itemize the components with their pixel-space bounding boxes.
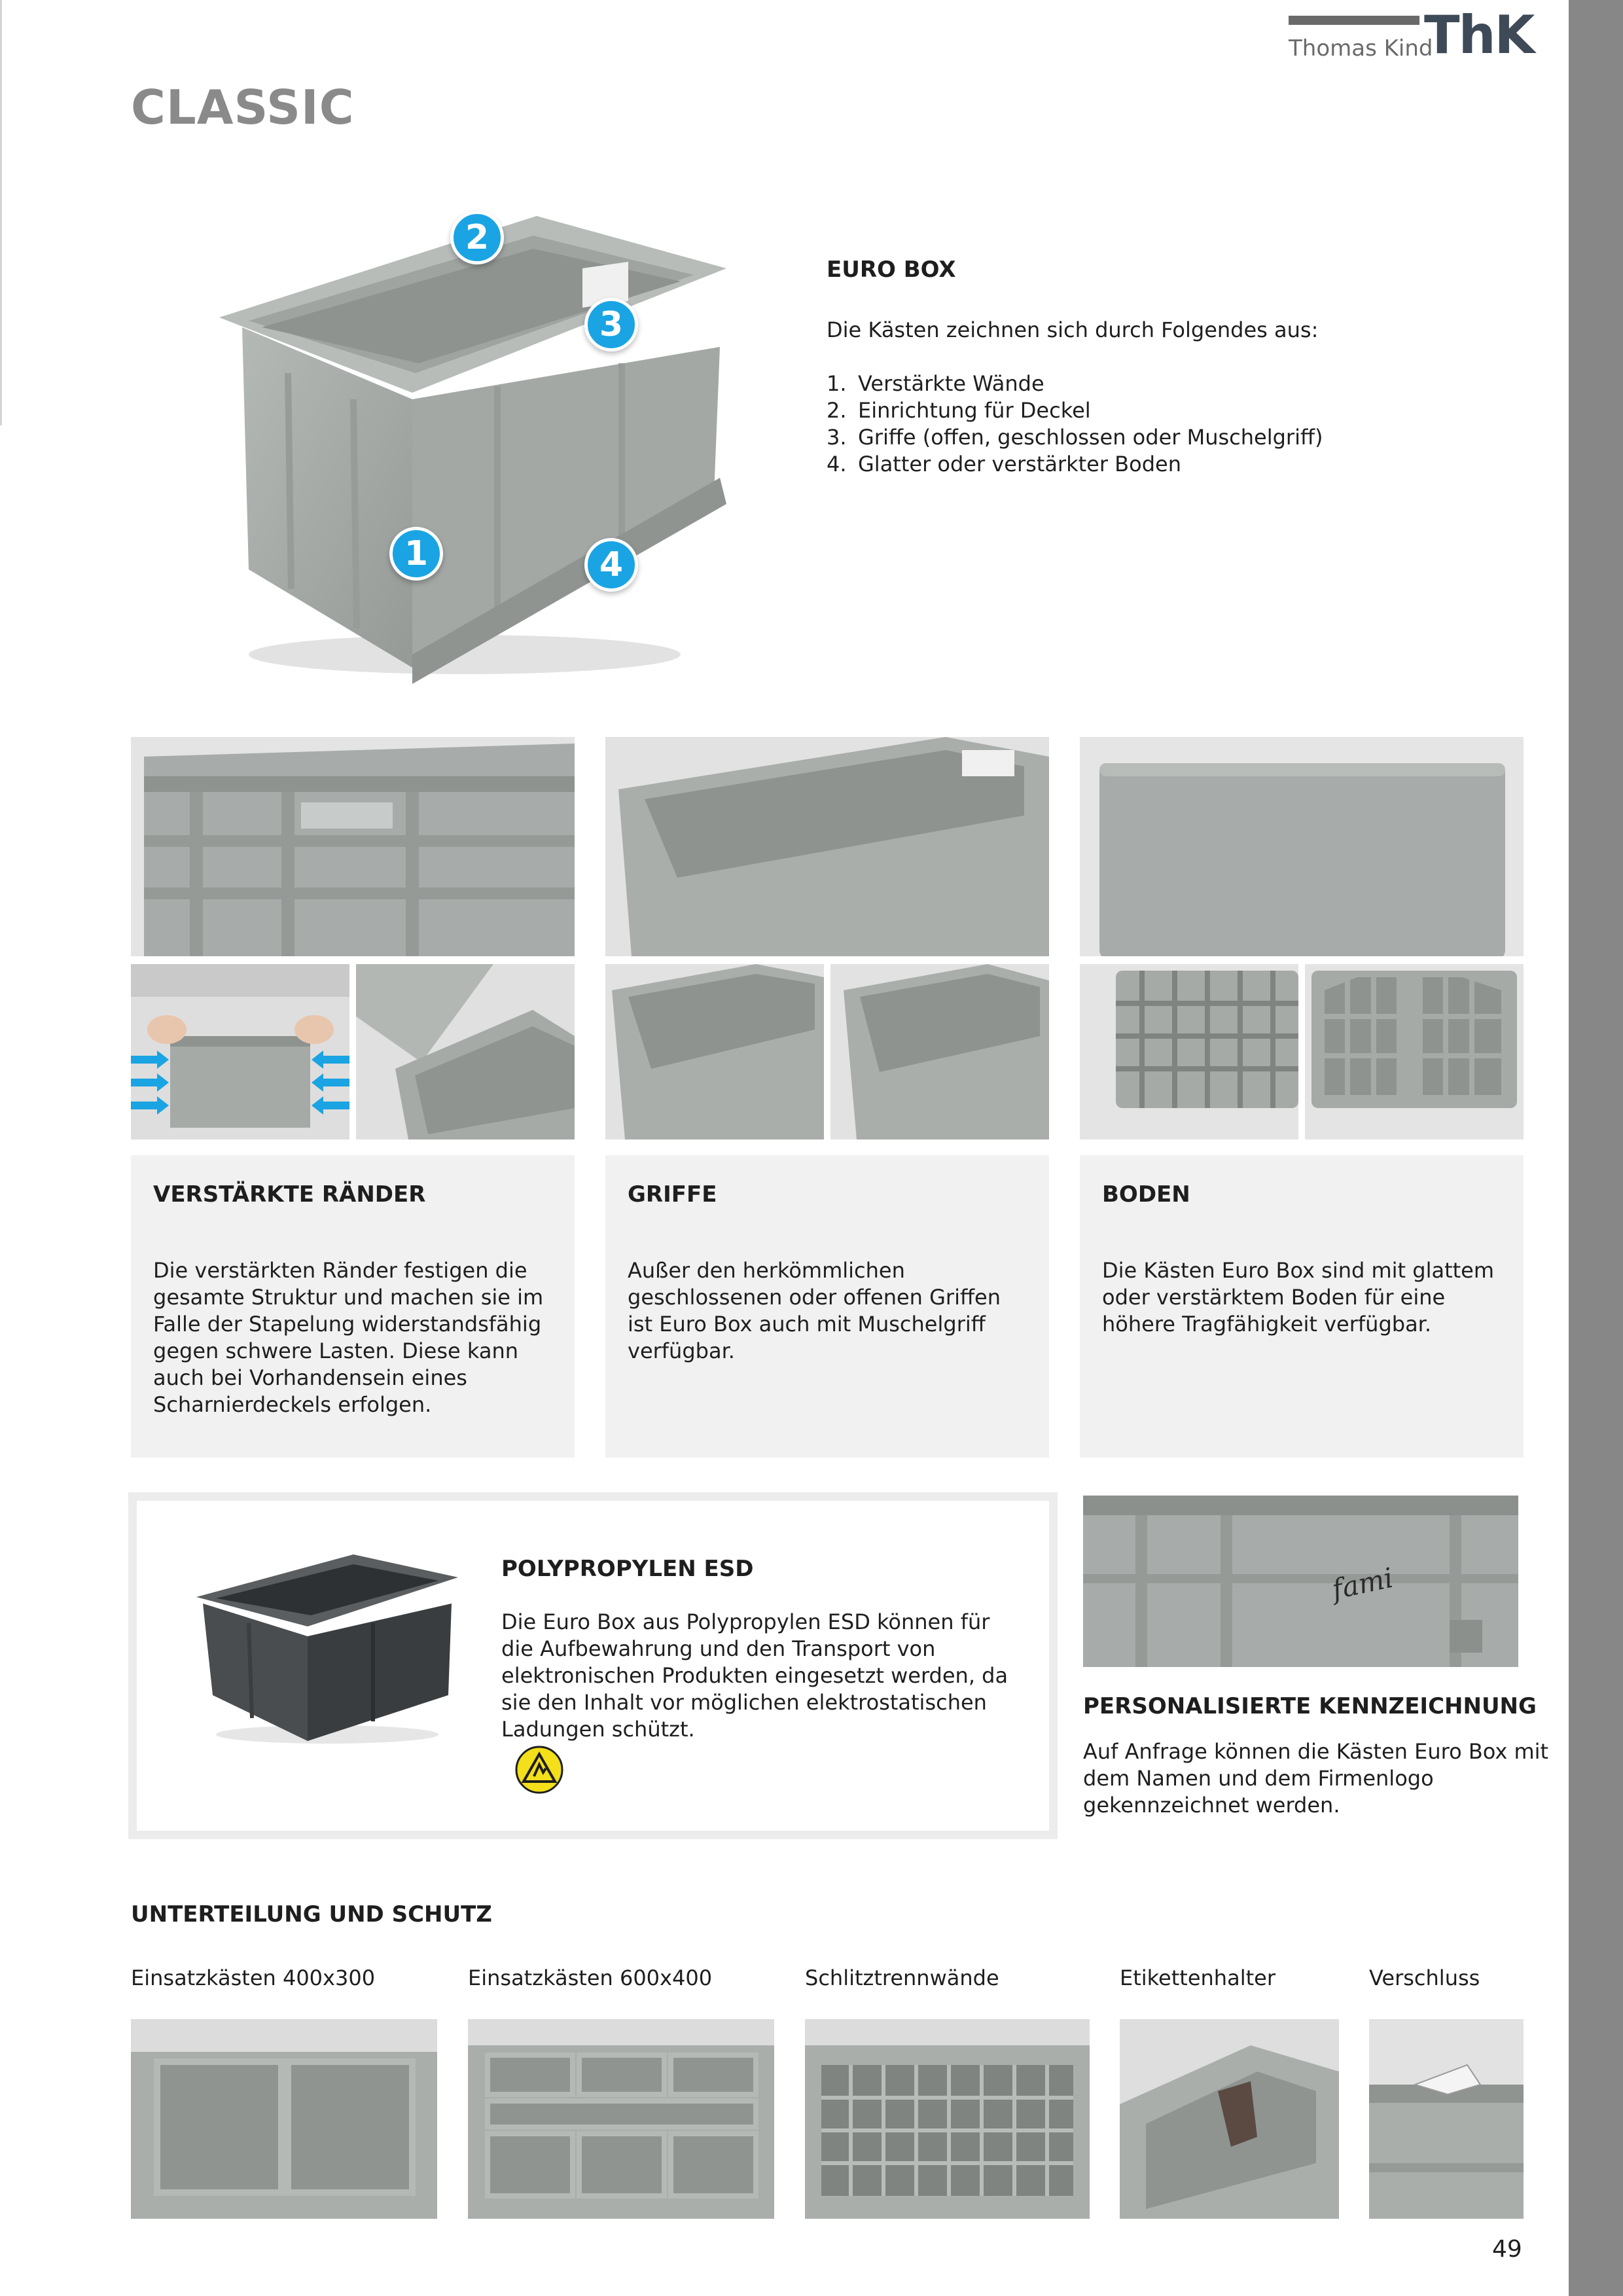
list-item: 2. Einrichtung für Deckel: [827, 398, 1091, 423]
feature-badge-1: 1: [389, 527, 443, 581]
division-title: UNTERTEILUNG UND SCHUTZ: [131, 1901, 492, 1928]
brand-name: Thomas Kind: [1289, 35, 1433, 62]
handle-closed-image: [605, 964, 824, 1139]
accessory-label: Einsatzkästen 600x400: [468, 1965, 713, 1990]
card-title: BODEN: [1102, 1181, 1190, 1208]
hinged-lid-image: [356, 964, 575, 1139]
ribbed-bottom-image: [1080, 964, 1298, 1139]
esd-title: POLYPROPYLEN ESD: [501, 1556, 754, 1582]
left-rule: [0, 0, 2, 425]
stacking-hands-image: [131, 964, 349, 1139]
euro-box-intro: Die Kästen zeichnen sich durch Folgendes aus:: [827, 317, 1319, 342]
slotted-dividers-image: [805, 2019, 1090, 2219]
inserts-600x400-image: [468, 2019, 774, 2219]
euro-box-heading: EURO BOX: [827, 257, 956, 283]
personalized-marking-image: [1083, 1496, 1518, 1667]
brand-mark: ThK: [1424, 5, 1534, 65]
list-item: 4. Glatter oder verstärkter Boden: [827, 452, 1181, 476]
firm-logo-text: fami: [1329, 1561, 1396, 1606]
page-title: CLASSIC: [131, 80, 355, 135]
card-text: Die verstärkten Ränder festigen die gesamte Struktur und machen sie im Falle der Stapelung widerstandsfähig gegen schwere Lasten. Diese kann auch bei Vorhandensein eines Scharnierdeckels erfolgen.: [153, 1258, 544, 1417]
page-number: 49: [1492, 2236, 1522, 2263]
esd-warning-icon: [514, 1745, 564, 1795]
list-item: 1. Verstärkte Wände: [827, 371, 1044, 396]
list-item: 3. Griffe (offen, geschlossen oder Muschelgriff): [827, 425, 1323, 450]
card-title: VERSTÄRKTE RÄNDER: [153, 1181, 426, 1208]
reinforced-bottom-image: [1305, 964, 1524, 1139]
accessory-label: Etikettenhalter: [1120, 1965, 1275, 1990]
feature-badge-2: 2: [450, 211, 504, 264]
closure-image: [1369, 2019, 1524, 2219]
side-band: [1569, 0, 1623, 2296]
card-text: Außer den herkömmlichen geschlossenen oder offenen Griffen ist Euro Box auch mit Muschelgriff verfügbar.: [628, 1258, 1001, 1363]
feature-badge-3: 3: [584, 298, 638, 351]
accessory-label: Schlitztrennwände: [805, 1965, 999, 1990]
card-bottom: [1080, 1155, 1524, 1458]
card-handles: [605, 1155, 1049, 1458]
rim-detail-image: [131, 737, 575, 956]
esd-box-image: [190, 1545, 465, 1748]
personalization-text: Auf Anfrage können die Kästen Euro Box mit dem Namen und dem Firmenlogo gekennzeichnet werden.: [1083, 1739, 1549, 1818]
esd-text: Die Euro Box aus Polypropylen ESD können für die Aufbewahrung und den Transport von elektronischen Produkten eingesetzt werden, da sie den Inhalt vor möglichen elektrostatischen Ladungen schützt.: [501, 1609, 1008, 1742]
inserts-400x300-image: [131, 2019, 437, 2219]
handle-shell-image: [830, 964, 1049, 1139]
accessory-label: Verschluss: [1369, 1965, 1480, 1990]
personalization-title: PERSONALISIERTE KENNZEICHNUNG: [1083, 1693, 1537, 1719]
logo-bar: [1289, 16, 1419, 25]
accessory-label: Einsatzkästen 400x300: [131, 1965, 376, 1990]
label-holder-image: [1120, 2019, 1339, 2219]
brand-logo: [1286, 5, 1535, 65]
smooth-bottom-image: [1080, 737, 1524, 956]
card-reinforced-rims: [131, 1155, 575, 1458]
card-text: Die Kästen Euro Box sind mit glattem oder verstärktem Boden für eine höhere Tragfähigkeit verfügbar.: [1102, 1258, 1495, 1336]
feature-list: [827, 370, 1323, 478]
feature-badge-4: 4: [584, 538, 638, 592]
handle-open-image: [605, 737, 1049, 956]
card-title: GRIFFE: [628, 1181, 717, 1208]
hero-euro-box-image: [170, 196, 759, 694]
